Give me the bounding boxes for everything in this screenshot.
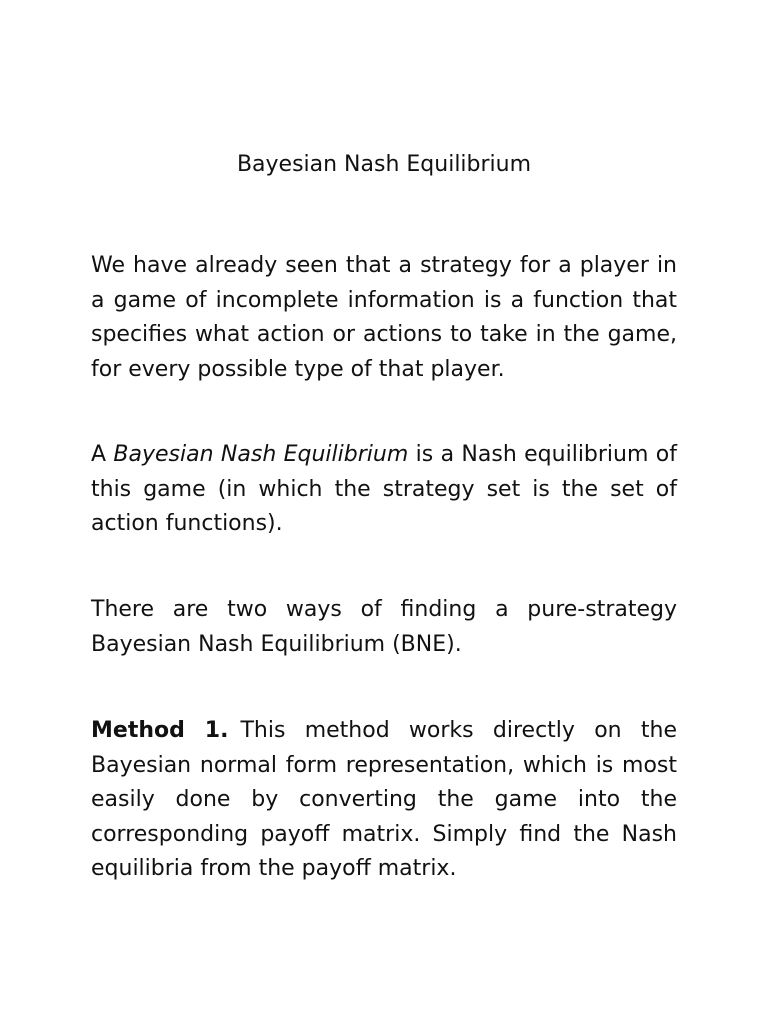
paragraph-bne-rest: is a Nash equilibrium of this game (in which the strategy set is the set of action functions). [91, 442, 677, 536]
bne-term: Bayesian Nash Equilibrium [113, 442, 409, 467]
paragraph-method-1 [91, 714, 677, 887]
method-1-text: This method works directly on the Bayesian normal form representation, which is most easily done by converting the game into the corresponding payoff matrix. Simply find the Nash equilibria from the payoff matrix. [91, 718, 677, 881]
method-1-label: Method 1. [91, 718, 229, 743]
paragraph-strategy-definition: We have already seen that a strategy for a player in a game of incomplete information is a function that specifies what action or actions to take in the game, for every possible type of that player. [91, 253, 677, 382]
paragraph-two-ways: There are two ways of finding a pure-strategy Bayesian Nash Equilibrium (BNE). [91, 597, 677, 657]
paragraph-bne-lead: A [91, 442, 114, 467]
document-title: Bayesian Nash Equilibrium [236, 152, 532, 177]
paragraph-bne-definition [91, 438, 677, 542]
